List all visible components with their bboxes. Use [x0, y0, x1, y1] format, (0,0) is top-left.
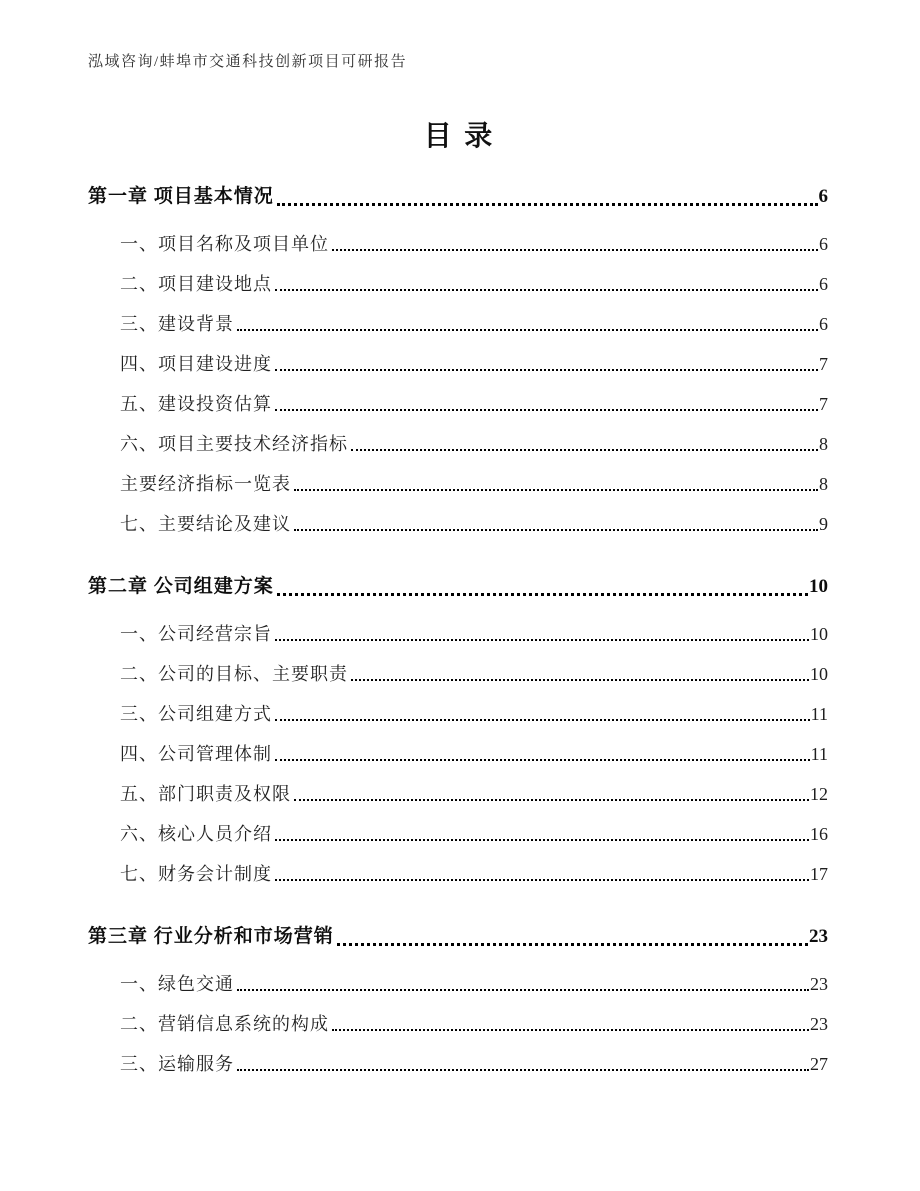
toc-item-row[interactable] [120, 264, 828, 304]
dot-leader [275, 639, 809, 641]
dot-leader [237, 989, 809, 991]
dot-leader [294, 489, 818, 491]
toc-entry-label: 第三章 行业分析和市场营销 [88, 926, 334, 947]
toc-entry-label: 七、财务会计制度 [120, 864, 272, 884]
toc-chapter-row[interactable] [88, 924, 828, 950]
page-number: 8 [819, 434, 828, 454]
toc-item-row[interactable] [120, 224, 828, 264]
dot-leader [275, 409, 818, 411]
dot-leader [275, 369, 818, 371]
toc-entry-label: 主要经济指标一览表 [120, 474, 291, 494]
page-number: 6 [819, 314, 828, 334]
page-number: 17 [810, 864, 828, 884]
page-number: 16 [810, 824, 828, 844]
toc-item-row[interactable] [120, 344, 828, 384]
toc-entry-label: 三、建设背景 [120, 314, 234, 334]
toc-item-row[interactable] [120, 734, 828, 774]
dot-leader [351, 449, 818, 451]
toc-item-row[interactable] [120, 654, 828, 694]
toc-item-row[interactable] [120, 964, 828, 1004]
page-number: 6 [819, 234, 828, 254]
toc-entry-label: 六、项目主要技术经济指标 [120, 434, 348, 454]
page-number: 10 [810, 624, 828, 644]
page-number: 11 [810, 704, 828, 724]
dot-leader [277, 593, 808, 596]
page-number: 10 [810, 664, 828, 684]
toc-entry-label: 二、项目建设地点 [120, 274, 272, 294]
toc-entry-label: 三、公司组建方式 [120, 704, 272, 724]
toc-entry-label: 六、核心人员介绍 [120, 824, 272, 844]
dot-leader [294, 529, 818, 531]
dot-leader [332, 1029, 809, 1031]
dot-leader [275, 289, 818, 291]
toc-item-row[interactable] [120, 304, 828, 344]
toc-item-row[interactable] [120, 774, 828, 814]
document-header: 泓域咨询/蚌埠市交通科技创新项目可研报告 [88, 54, 408, 70]
dot-leader [351, 679, 809, 681]
page-number: 6 [819, 274, 828, 294]
dot-leader [294, 799, 809, 801]
toc-entry-label: 七、主要结论及建议 [120, 514, 291, 534]
page-number: 23 [810, 974, 828, 994]
toc-item-row[interactable] [120, 1004, 828, 1044]
toc-entry-label: 四、公司管理体制 [120, 744, 272, 764]
toc-item-row[interactable] [120, 854, 828, 894]
toc-chapter-row[interactable] [88, 184, 828, 210]
dot-leader [275, 879, 809, 881]
dot-leader [275, 759, 810, 761]
dot-leader [337, 943, 808, 946]
toc-entry-label: 四、项目建设进度 [120, 354, 272, 374]
toc-entry-label: 三、运输服务 [120, 1054, 234, 1074]
toc-entry-label: 一、公司经营宗旨 [120, 624, 272, 644]
page-number: 9 [819, 514, 828, 534]
toc-entry-label: 二、营销信息系统的构成 [120, 1014, 329, 1034]
toc-entry-label: 二、公司的目标、主要职责 [120, 664, 348, 684]
toc-entry-label: 五、建设投资估算 [120, 394, 272, 414]
toc-item-row[interactable] [120, 814, 828, 854]
toc-entry-label: 五、部门职责及权限 [120, 784, 291, 804]
toc-item-row[interactable] [120, 504, 828, 544]
page-number: 11 [810, 744, 828, 764]
toc-entry-label: 第一章 项目基本情况 [88, 186, 274, 207]
page-number: 23 [809, 926, 828, 947]
dot-leader [275, 839, 809, 841]
toc-entry-label: 一、绿色交通 [120, 974, 234, 994]
dot-leader [237, 329, 818, 331]
toc-item-row[interactable] [120, 694, 828, 734]
toc-item-row[interactable] [120, 464, 828, 504]
page-number: 7 [819, 394, 828, 414]
page-number: 12 [810, 784, 828, 804]
toc-item-row[interactable] [120, 1044, 828, 1084]
page-number: 7 [819, 354, 828, 374]
dot-leader [277, 203, 818, 206]
toc-item-row[interactable] [120, 614, 828, 654]
toc-chapter-row[interactable] [88, 574, 828, 600]
toc-item-row[interactable] [120, 424, 828, 464]
dot-leader [275, 719, 810, 721]
page-number: 27 [810, 1054, 828, 1074]
toc-item-row[interactable] [120, 384, 828, 424]
dot-leader [237, 1069, 809, 1071]
toc-entry-label: 第二章 公司组建方案 [88, 576, 274, 597]
toc-entry-label: 一、项目名称及项目单位 [120, 234, 329, 254]
page-number: 10 [809, 576, 828, 597]
page-number: 23 [810, 1014, 828, 1034]
toc-title: 目录 [423, 121, 505, 152]
dot-leader [332, 249, 818, 251]
page-number: 6 [818, 186, 828, 207]
page-number: 8 [819, 474, 828, 494]
toc [88, 184, 828, 1084]
